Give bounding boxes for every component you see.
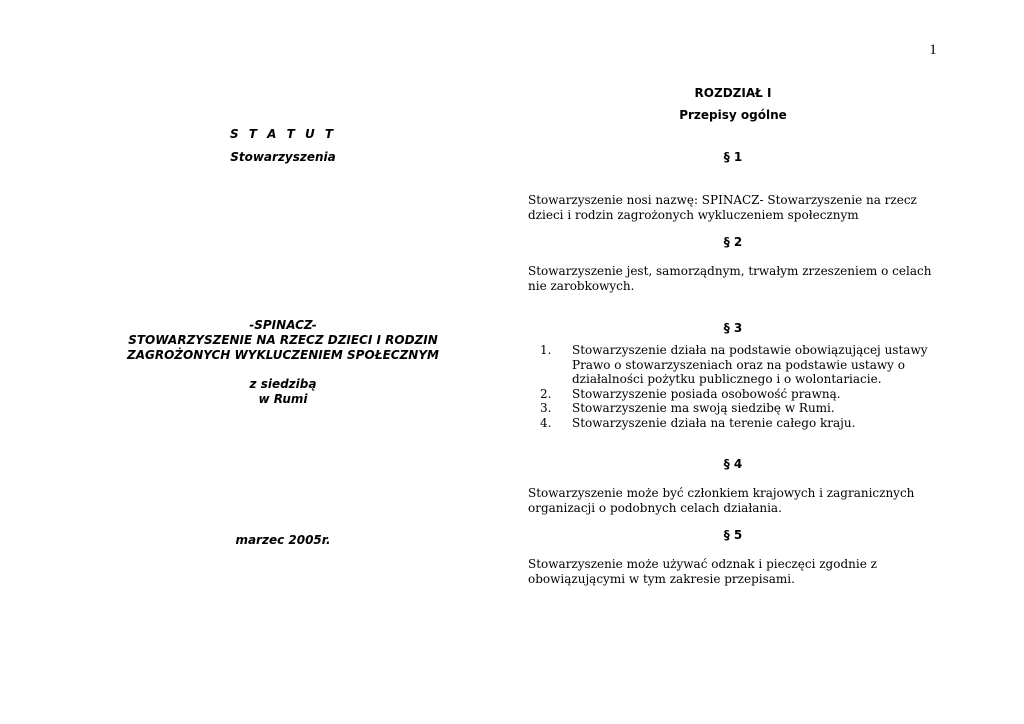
list-item	[540, 416, 930, 431]
section-1-text	[528, 193, 938, 222]
text-line: Stowarzyszenie może być członkiem krajowych i zagranicznych	[528, 486, 915, 500]
list-item-text	[572, 343, 930, 387]
list-item-text: Stowarzyszenie działa na terenie całego kraju.	[572, 415, 856, 430]
seat-info	[100, 377, 466, 407]
text-line: działalności pożytku publicznego i o wolontariacie.	[572, 372, 882, 386]
section-5-heading: § 5	[723, 528, 743, 542]
section-4-text	[528, 486, 938, 515]
text-line: Prawo o stowarzyszeniach oraz na podstawie ustawy o	[572, 357, 905, 372]
text-line: Stowarzyszenie działa na podstawie obowiązującej ustawy	[572, 343, 928, 357]
list-item-text: Stowarzyszenie posiada osobowość prawną.	[572, 386, 841, 401]
text-line: nie zarobkowych.	[528, 278, 635, 293]
list-item-number: 1.	[540, 343, 552, 357]
statute-title: S T A T U T	[229, 127, 337, 141]
chapter-heading: ROZDZIAŁ I	[694, 86, 772, 100]
section-2-text	[528, 264, 938, 293]
text-line: organizacji o podobnych celach działania.	[528, 500, 782, 515]
text-line: Stowarzyszenie nosi nazwę: SPINACZ- Stowarzyszenie na rzecz	[528, 193, 917, 207]
page-number: 1	[929, 42, 937, 58]
list-item	[540, 401, 930, 416]
section-1-heading: § 1	[723, 150, 743, 164]
chapter-title: Przepisy ogólne	[679, 108, 787, 122]
list-item-number: 3.	[540, 401, 552, 415]
org-name-line: ZAGROŻONYCH WYKLUCZENIEM SPOŁECZNYM	[127, 348, 439, 362]
section-3-list	[540, 343, 930, 430]
organization-name	[100, 318, 466, 363]
document-date: marzec 2005r.	[235, 533, 331, 547]
section-5-text	[528, 557, 938, 586]
text-line: Stowarzyszenie może używać odznak i pieczęci zgodnie z	[528, 557, 877, 571]
text-line: dzieci i rodzin zagrożonych wykluczeniem społecznym	[528, 207, 859, 222]
list-item	[540, 387, 930, 402]
seat-line: z siedzibą	[249, 377, 317, 391]
section-3-heading: § 3	[723, 321, 743, 335]
text-line: obowiązującymi w tym zakresie przepisami.	[528, 571, 795, 586]
list-item-text: Stowarzyszenie ma swoją siedzibę w Rumi.	[572, 401, 835, 415]
section-4-heading: § 4	[723, 457, 743, 471]
statute-subtitle: Stowarzyszenia	[230, 150, 336, 164]
seat-line: w Rumi	[258, 392, 308, 406]
text-line: Stowarzyszenie jest, samorządnym, trwałym zrzeszeniem o celach	[528, 264, 932, 278]
section-2-heading: § 2	[723, 235, 743, 249]
list-item-number: 4.	[540, 415, 552, 430]
list-item	[540, 343, 930, 387]
list-item-number: 2.	[540, 386, 552, 401]
org-name-line: -SPINACZ-	[249, 318, 317, 332]
org-name-line: STOWARZYSZENIE NA RZECZ DZIECI I RODZIN	[128, 333, 438, 347]
